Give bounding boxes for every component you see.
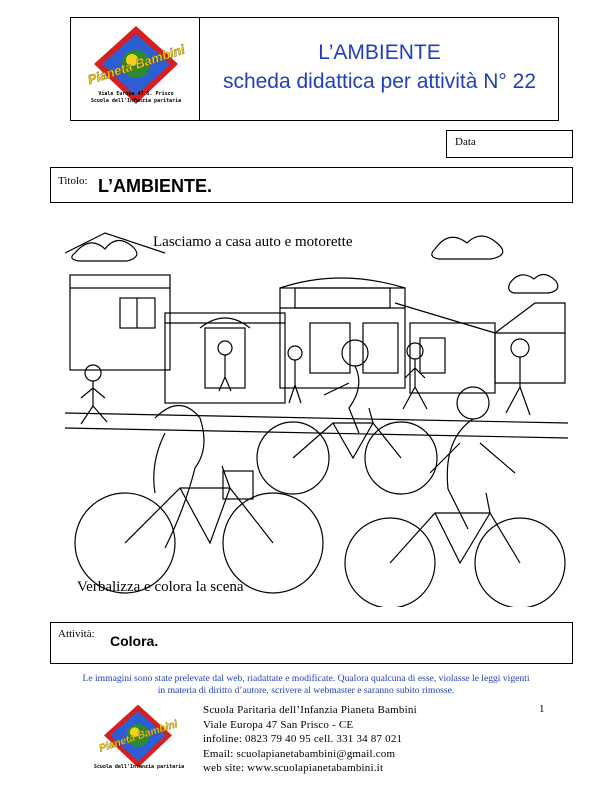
title-value: L’AMBIENTE. [98, 176, 213, 196]
page-title: L’AMBIENTE [318, 41, 441, 64]
activity-value: Colora. [110, 633, 159, 649]
footer-logo-subtext: Scuola dell'Infanzia paritaria [93, 764, 185, 770]
logo-subtext [80, 91, 192, 105]
logo-text: Pianeta Bambini [85, 41, 187, 88]
date-label: Data [455, 136, 476, 148]
footer-logo [94, 703, 182, 771]
logo-address: Viale Europa 47 S. Prisco [98, 91, 174, 97]
copyright-notice-line1: Le immagini sono state prelevate dal web, riadattate e modificate. Qualora qualcuna di esse, violasse le leggi vigenti [82, 673, 530, 684]
illustration-caption-top: Lasciamo a casa auto e motorette [153, 234, 353, 250]
footer-address: Viale Europa 47 San Prisco - CE [203, 718, 354, 731]
coloring-illustration [65, 213, 568, 607]
header-divider [199, 17, 200, 121]
page-number: 1 [539, 703, 545, 715]
activity-label: Attività: [58, 628, 95, 640]
footer-email: Email: scuolapianetabambini@gmail.com [203, 747, 396, 760]
footer-logo-text: Pianeta Bambini [97, 718, 180, 755]
footer-school-name: Scuola Paritaria dell’Infanzia Pianeta Bambini [203, 704, 417, 716]
illustration-caption-bottom: Verbalizza e colora la scena [77, 579, 244, 595]
logo-school-type: Scuola dell'Infanzia paritaria [90, 98, 182, 104]
copyright-notice [20, 673, 592, 697]
date-field[interactable] [446, 130, 573, 158]
footer-website: web site: www.scuolapianetabambini.it [203, 762, 384, 774]
copyright-notice-line2: in materia di diritto d’autore, scrivere al webmaster e saranno subito rimosse. [157, 685, 455, 696]
page-subtitle: scheda didattica per attività N° 22 [222, 70, 537, 93]
footer-phone: infoline: 0823 79 40 95 cell. 331 34 87 021 [203, 733, 403, 745]
footer-contact [203, 703, 417, 776]
title-label: Titolo: [58, 175, 88, 187]
